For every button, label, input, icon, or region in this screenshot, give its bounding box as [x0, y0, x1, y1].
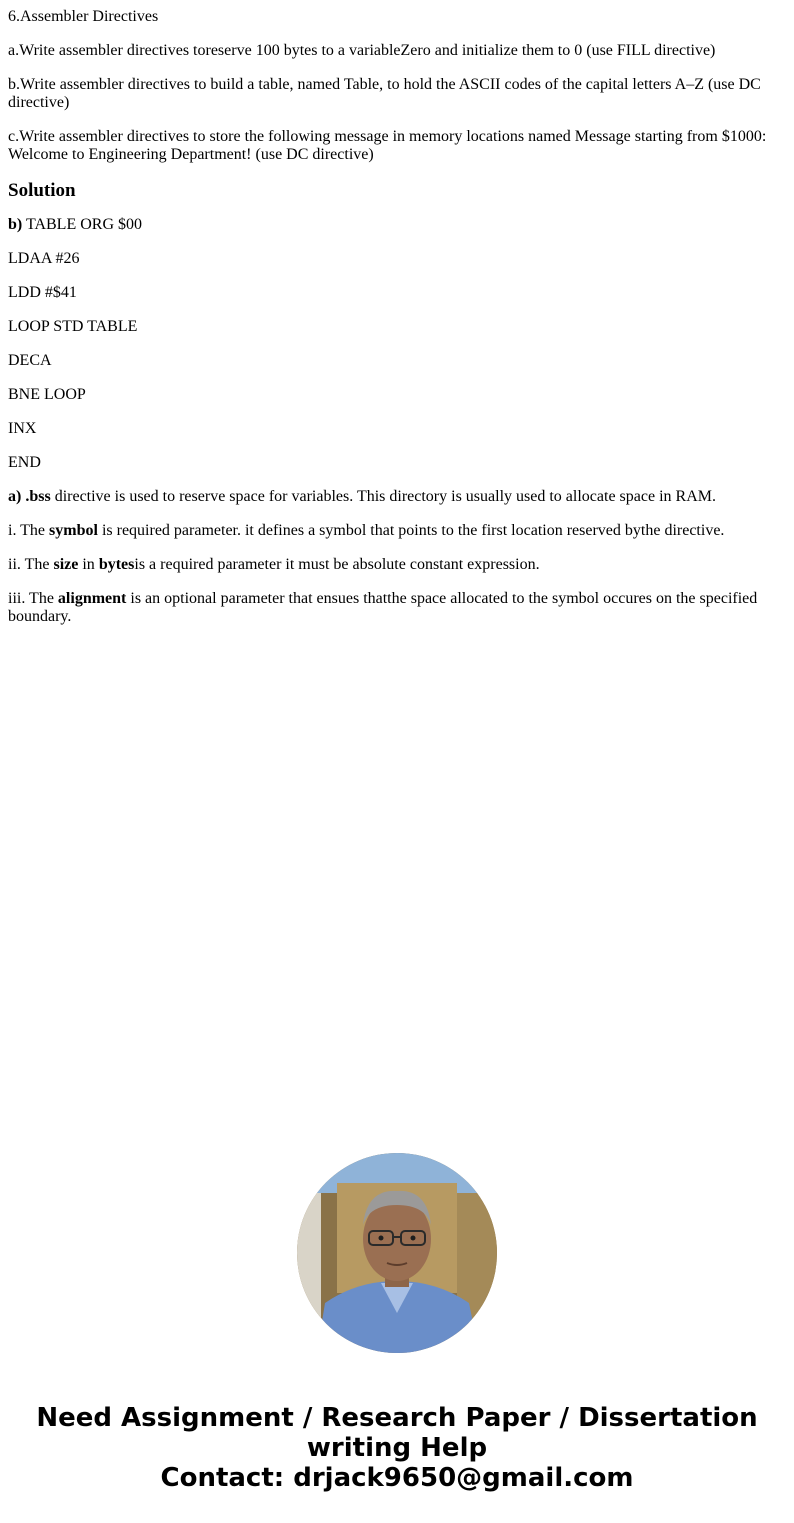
code-line: LOOP STD TABLE	[8, 318, 138, 335]
promo-line-2: writing Help	[306, 1433, 488, 1463]
item-ii-keyword-size: size	[53, 556, 79, 573]
code-line: LDD #$41	[8, 284, 77, 301]
code-line	[8, 216, 786, 234]
question-title: 6.Assembler Directives	[8, 8, 159, 25]
question-part-c: c.Write assembler directives to store the following message in memory locations named Message starting from $1000: Welcome to Engineering Department! (use DC directive)	[8, 128, 767, 163]
solution-heading: Solution	[8, 180, 76, 201]
item-ii-text: is a required parameter it must be absolute constant expression.	[134, 556, 540, 573]
question-part-a: a.Write assembler directives toreserve 100 bytes to a variableZero and initialize them to 0 (use FILL directive)	[8, 42, 716, 59]
bss-text: directive is used to reserve space for variables. This directory is usually used to allocate space in RAM.	[50, 488, 716, 505]
item-ii-mid: in	[78, 556, 99, 573]
item-iii-keyword: alignment	[57, 590, 127, 607]
code-line: LDAA #26	[8, 250, 80, 267]
item-ii	[8, 556, 786, 574]
code-line: END	[8, 454, 41, 471]
code-line: BNE LOOP	[8, 386, 86, 403]
item-i	[8, 522, 786, 540]
item-ii-keyword-bytes: bytes	[98, 556, 135, 573]
avatar	[297, 1153, 497, 1353]
item-i-prefix: i. The	[8, 522, 50, 539]
question-part-b: b.Write assembler directives to build a table, named Table, to hold the ASCII codes of the capital letters A–Z (use DC directive)	[8, 76, 761, 111]
item-iii	[8, 590, 786, 626]
item-iii-text: is an optional parameter that ensues thatthe space allocated to the symbol occures on the specified boundary.	[8, 590, 758, 625]
promo-contact: Contact: drjack9650@gmail.com	[160, 1463, 634, 1493]
code-line: INX	[8, 420, 37, 437]
part-a-label: a) .bss	[8, 488, 51, 505]
bss-description	[8, 488, 786, 506]
code-line-text: TABLE ORG $00	[22, 216, 142, 233]
avatar-portrait	[297, 1153, 497, 1353]
part-b-label: b)	[8, 216, 23, 233]
promo-banner	[0, 1403, 794, 1493]
item-ii-prefix: ii. The	[8, 556, 54, 573]
document-body	[8, 8, 786, 642]
item-i-text: is required parameter. it defines a symbol that points to the first location reserved bythe directive.	[97, 522, 725, 539]
item-iii-prefix: iii. The	[8, 590, 58, 607]
code-line: DECA	[8, 352, 52, 369]
item-i-keyword: symbol	[49, 522, 98, 539]
promo-line-1: Need Assignment / Research Paper / Dissertation	[36, 1403, 758, 1433]
